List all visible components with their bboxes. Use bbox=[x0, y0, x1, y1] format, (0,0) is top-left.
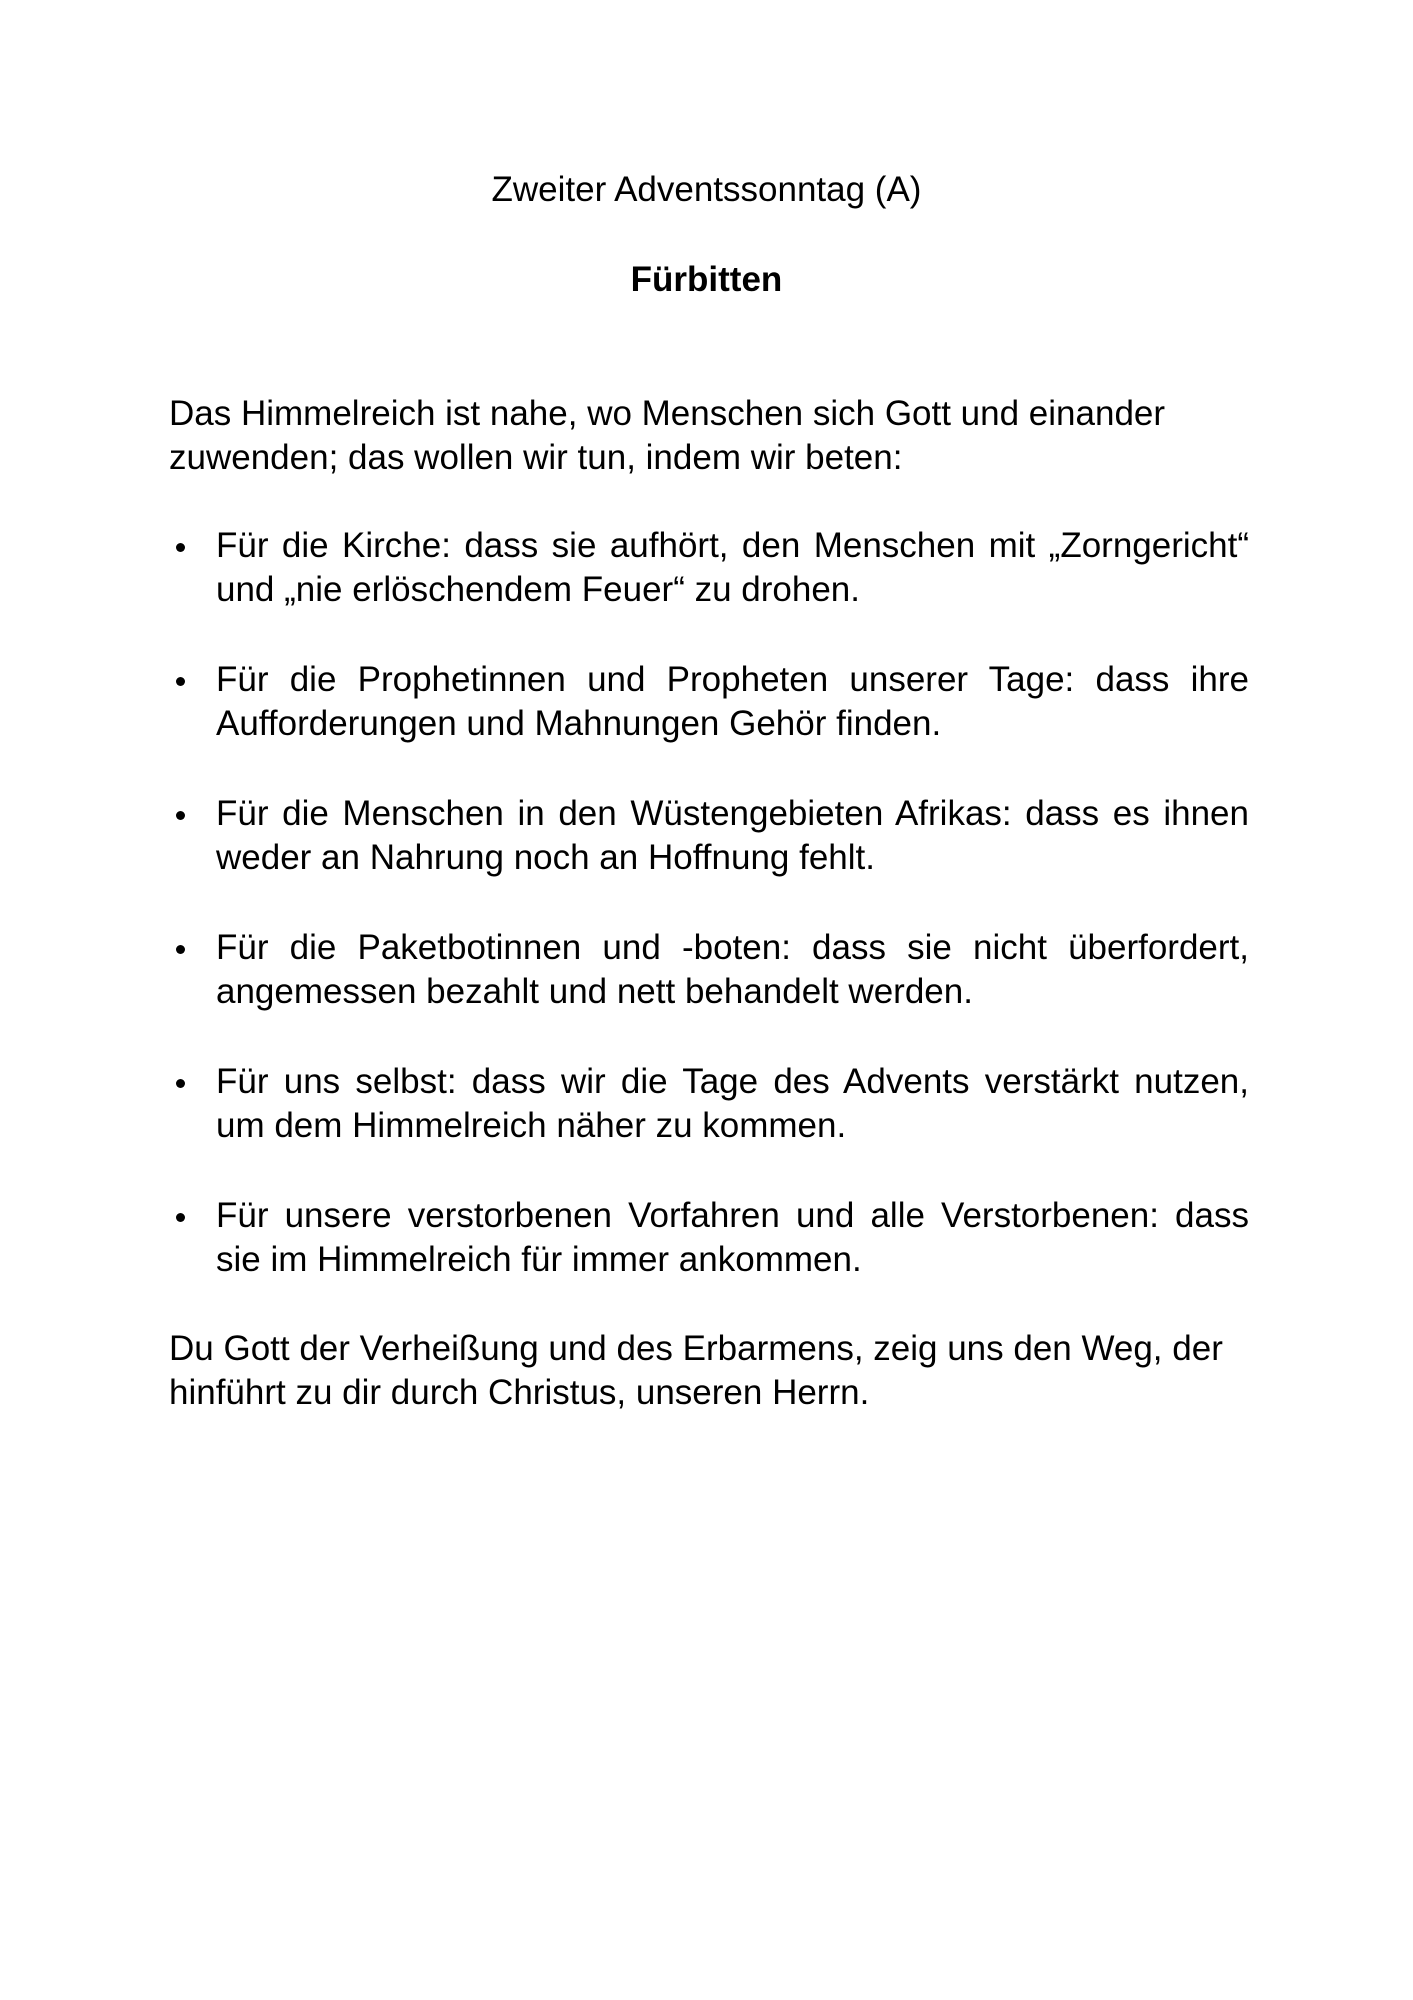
petition-item bbox=[0, 1060, 1413, 1148]
petition-text: Für die Kirche: dass sie aufhört, den Menschen mit „Zorngericht“ und „nie erlöschendem Feuer“ zu drohen. bbox=[216, 526, 1249, 609]
bullet-icon bbox=[176, 543, 185, 552]
petition-text: Für die Menschen in den Wüstengebieten Afrikas: dass es ihnen weder an Nahrung noch an Hoffnung fehlt. bbox=[216, 794, 1249, 877]
petitions-list bbox=[0, 524, 1413, 1328]
petition-text: Für unsere verstorbenen Vorfahren und alle Verstorbenen: dass sie im Himmelreich für immer ankommen. bbox=[216, 1196, 1249, 1279]
petition-item bbox=[0, 926, 1413, 1014]
petition-item bbox=[0, 792, 1413, 880]
document-subtitle: Zweiter Adventssonntag (A) bbox=[491, 170, 922, 209]
document-title: Fürbitten bbox=[630, 260, 783, 299]
petition-text: Für uns selbst: dass wir die Tage des Advents verstärkt nutzen, um dem Himmelreich näher zu kommen. bbox=[216, 1062, 1249, 1145]
bullet-icon bbox=[176, 811, 185, 820]
bullet-icon bbox=[176, 1213, 185, 1222]
petition-text: Für die Paketbotinnen und -boten: dass sie nicht überfordert, angemessen bezahlt und nett behandelt werden. bbox=[216, 928, 1249, 1011]
closing-paragraph: Du Gott der Verheißung und des Erbarmens, zeig uns den Weg, der hinführt zu dir durch Christus, unseren Herrn. bbox=[169, 1329, 1223, 1412]
bullet-icon bbox=[176, 1079, 185, 1088]
petition-text: Für die Prophetinnen und Propheten unserer Tage: dass ihre Aufforderungen und Mahnungen Gehör finden. bbox=[216, 660, 1249, 743]
petition-item bbox=[0, 1194, 1413, 1282]
petition-item bbox=[0, 658, 1413, 746]
bullet-icon bbox=[176, 677, 185, 686]
intro-paragraph: Das Himmelreich ist nahe, wo Menschen sich Gott und einander zuwenden; das wollen wir tun, indem wir beten: bbox=[169, 394, 1166, 477]
bullet-icon bbox=[176, 945, 185, 954]
petition-item bbox=[0, 524, 1413, 612]
